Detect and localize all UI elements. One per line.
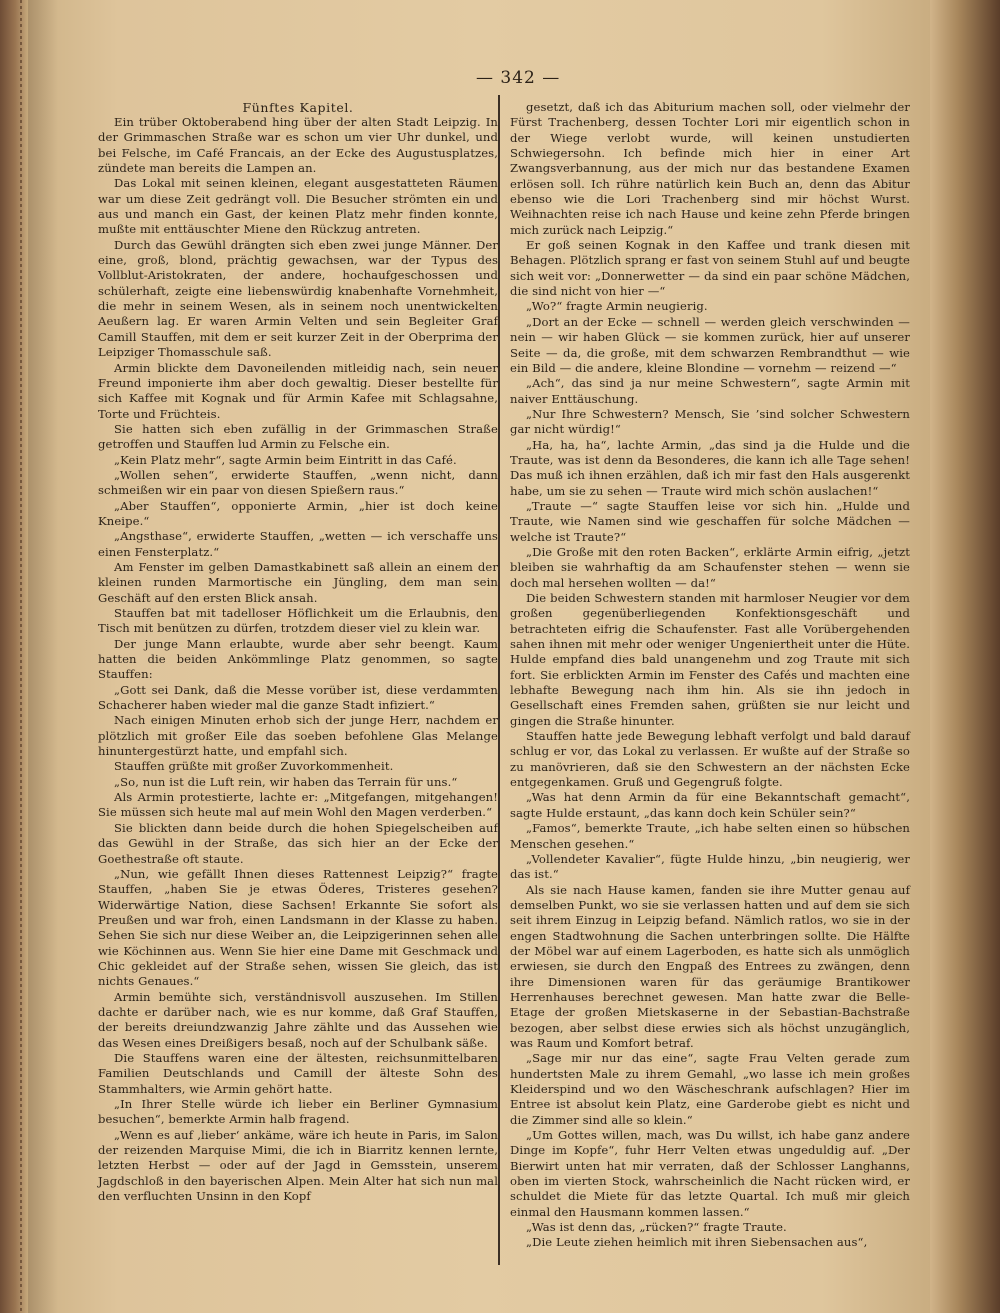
- paragraph: Armin blickte dem Davoneilenden mitleidig nach, sein neuer Freund imponierte ihm aber doch gewaltig. Dieser bestellte für sich Kaffee mit Kognak und für Armin Kafee mit Schlagsahne, Torte und Früchteis.: [98, 360, 498, 421]
- paragraph: „Wenn es auf ‚lieber‘ ankäme, wäre ich heute in Paris, im Salon der reizenden Marquise Mimi, die ich in Biarritz kennen lernte, letzten Herbst — oder auf der Jagd in Gemsstein, unserem Jagdschloß in den bayerischen Alpen. Mein Alter hat sich nun mal den verfluchten Unsinn in den Kopf: [98, 1127, 498, 1204]
- chapter-heading: Fünftes Kapitel.: [242, 100, 354, 115]
- paragraph: Die Stauffens waren eine der ältesten, reichsunmittelbaren Familien Deutschlands und Camill der älteste Sohn des Stammhalters, wie Armin gehört hatte.: [98, 1050, 498, 1096]
- paragraph: „Ach“, das sind ja nur meine Schwestern“, sagte Armin mit naiver Enttäuschung.: [510, 376, 910, 406]
- page-stack-edge: [930, 0, 1000, 1313]
- paragraph: Nach einigen Minuten erhob sich der junge Herr, nachdem er plötzlich mit großer Eile das soeben befohlene Glas Melange hinuntergestürzt hatte, und empfahl sich.: [98, 713, 498, 759]
- paragraph: „Angsthase“, erwiderte Stauffen, „wetten — ich verschaffe uns einen Fensterplatz.“: [98, 529, 498, 559]
- paragraph: „In Ihrer Stelle würde ich lieber ein Berliner Gymnasium besuchen“, bemerkte Armin halb fragend.: [98, 1097, 498, 1127]
- paragraph: „Wo?“ fragte Armin neugierig.: [526, 299, 708, 314]
- paragraph: „Aber Stauffen“, opponierte Armin, „hier ist doch keine Kneipe.“: [98, 498, 498, 528]
- paragraph: Am Fenster im gelben Damastkabinett saß allein an einem der kleinen runden Marmortische ein Jüngling, dem man sein Geschäft auf den ersten Blick ansah.: [98, 559, 498, 605]
- paragraph: „Nun, wie gefällt Ihnen dieses Rattennest Leipzig?“ fragte Stauffen, „haben Sie je etwas Öderes, Tristeres gesehen? Widerwärtige Nation, diese Sachsen! Erkannte Sie sofort als Preußen und war froh, einen Landsmann in der Klasse zu haben. Sehen Sie sich nur diese Weiber an, die Leipzigerinnen sehen alle wie Köchinnen aus. Wenn Sie hier eine Dame mit Geschmack und Chic gekleidet auf der Straße sehen, wissen Sie gleich, das ist nichts Genaues.“: [98, 866, 498, 989]
- gutter-shadow: [28, 0, 58, 1313]
- paragraph: „Wollen sehen“, erwiderte Stauffen, „wenn nicht, dann schmeißen wir ein paar von diesen Spießern raus.“: [98, 467, 498, 498]
- paragraph: Stauffen hatte jede Bewegung lebhaft verfolgt und bald darauf schlug er vor, das Lokal zu verlassen. Er wußte auf der Straße so zu manövrieren, daß sie den Schwestern an der nächsten Ecke entgegenkamen. Gruß und Gegengruß folgte.: [510, 729, 910, 790]
- paragraph: Armin bemühte sich, verständnisvoll auszusehen. Im Stillen dachte er darüber nach, wie es nur komme, daß Graf Stauffen, der bereits dreiundzwanzig Jahre zählte und das Aussehen wie das Wesen eines Dreißigers besaß, noch auf der Schulbank säße.: [98, 989, 498, 1050]
- paragraph: „Sage mir nur das eine“, sagte Frau Velten gerade zum hundertsten Male zu ihrem Gemahl, „wo lasse ich mein großes Kleiderspind und wo den Wäscheschrank aufschlagen? Hier im Entree ist absolut kein Platz, eine Garderobe giebt es nicht und die Zimmer sind alle so klein.“: [510, 1051, 910, 1127]
- paragraph: „Dort an der Ecke — schnell — werden gleich verschwinden — nein — wir haben Glück — sie kommen zurück, hier auf unserer Seite — da, die große, mit dem schwarzen Rembrandthut — wie ein Bild — die andere, kleine Blondine — vornehm — reizend —“: [510, 314, 910, 375]
- paragraph: „Ha, ha, ha“, lachte Armin, „das sind ja die Hulde und die Traute, was ist denn da Besonderes, die kann ich alle Tage sehen! Das muß ich ihnen erzählen, daß ich mir fast den Hals ausgerenkt habe, um sie zu sehen — Traute wird mich schön auslachen!“: [510, 437, 910, 498]
- paragraph: gesetzt, daß ich das Abiturium machen soll, oder vielmehr der Fürst Trachenberg, dessen Tochter Lori mir eigentlich schon in der Wiege verlobt wurde, will keinen unstudierten Schwiegersohn. Ich befinde mich hier in einer Art Zwangsverbannung, aus der mich nur das bestandene Examen erlösen soll. Ich rühre natürlich kein Buch an, denn das Abitur ebenso wie die Lori Trachenberg sind mir höchst Wurst. Weihnachten reise ich nach Hause und keine zehn Pferde bringen mich zurück nach Leipzig.“: [510, 100, 910, 237]
- paragraph: „Um Gottes willen, mach, was Du willst, ich habe ganz andere Dinge im Kopfe“, fuhr Herr Velten etwas ungeduldig auf. „Der Bierwirt unten hat mir verraten, daß der Schlosser Langhanns, oben im vierten Stock, wahrscheinlich die Nacht rücken wird, er schuldet die Miete für das letzte Quartal. Ich muß mir gleich einmal den Hausmann kommen lassen.“: [510, 1128, 910, 1219]
- paragraph: „Vollendeter Kavalier“, fügte Hulde hinzu, „bin neugierig, wer das ist.“: [510, 851, 910, 882]
- paragraph: Stauffen bat mit tadelloser Höflichkeit um die Erlaubnis, den Tisch mit benützen zu dürfen, trotzdem dieser viel zu klein war.: [98, 606, 498, 636]
- paragraph: Stauffen grüßte mit großer Zuvorkommenheit.: [114, 759, 394, 774]
- paragraph: Als Armin protestierte, lachte er: „Mitgefangen, mitgehangen! Sie müssen sich heute mal auf mein Wohl den Magen verderben.“: [98, 790, 498, 820]
- paragraph: Als sie nach Hause kamen, fanden sie ihre Mutter genau auf demselben Punkt, wo sie sie verlassen hatten und auf dem sie sich seit ihrem Einzug in Leipzig befand. Nämlich ratlos, wo sie in der engen Stadtwohnung die Sachen unterbringen sollte. Die Hälfte der Möbel war auf einem Lagerboden, es hatte sich als unmöglich erwiesen, sie durch den Engpaß des Entrees zu zwängen, denn ihre Dimensionen waren für das geräumige Brantikower Herrenhauses berechnet gewesen. Man hatte zwar die Belle-Etage der großen Mietskaserne in der Sebastian-Bachstraße bezogen, aber selbst diese erwies sich als höchst unzugänglich, was Raum und Komfort betraf.: [510, 882, 910, 1050]
- right-text-column: [510, 100, 910, 1251]
- paragraph: Ein trüber Oktoberabend hing über der alten Stadt Leipzig. In der Grimmaschen Straße war es schon um vier Uhr dunkel, und bei Felsche, im Café Francais, an der Ecke des Augustusplatzes, zündete man bereits die Lampen an.: [98, 115, 498, 176]
- paragraph: Die beiden Schwestern standen mit harmloser Neugier vor dem großen gegenüberliegenden Konfektionsgeschäft und betrachteten eifrig die Schaufenster. Fast alle Vorübergehenden sahen ihnen mit mehr oder weniger Ungeniertheit unter die Hüte. Hulde empfand dies bald unangenehm und zog Traute mit sich fort. Sie erblickten Armin im Fenster des Cafés und machten eine lebhafte Bewegung nach ihm hin. Als sie ihn jedoch in Gesellschaft eines Fremden sahen, grüßten sie nur leicht und gingen die Straße hinunter.: [510, 591, 910, 728]
- paragraph: „Die Große mit den roten Backen“, erklärte Armin eifrig, „jetzt bleiben sie wahrhaftig da am Schaufenster stehen — wenn sie doch mal hersehen wollten — da!“: [510, 544, 910, 590]
- paragraph: Durch das Gewühl drängten sich eben zwei junge Männer. Der eine, groß, blond, prächtig gewachsen, war der Typus des Vollblut-Aristokraten, der andere, hochaufgeschossen und schülerhaft, zeigte eine liebenswürdig knabenhafte Vornehmheit, die mehr in seinem Wesen, als in seinem noch unentwickelten Aeußern lag. Er waren Armin Velten und sein Begleiter Graf Camill Stauffen, mit dem er seit kurzer Zeit in der Oberprima der Leipziger Thomasschule saß.: [98, 237, 498, 360]
- paragraph: Sie hatten sich eben zufällig in der Grimmaschen Straße getroffen und Stauffen lud Armin zu Felsche ein.: [98, 421, 498, 452]
- paragraph: Das Lokal mit seinen kleinen, elegant ausgestatteten Räumen war um diese Zeit gedrängt voll. Die Besucher strömten ein und aus und manch ein Gast, der keinen Platz mehr finden konnte, mußte mit enttäuschter Miene den Rückzug antreten.: [98, 176, 498, 237]
- paragraph: „Die Leute ziehen heimlich mit ihren Siebensachen aus“,: [526, 1235, 868, 1250]
- column-divider: [498, 95, 500, 1265]
- paragraph: „Was hat denn Armin da für eine Bekanntschaft gemacht“, sagte Hulde erstaunt, „das kann doch kein Schüler sein?“: [510, 790, 910, 820]
- paragraph: „Was ist denn das, „rücken?“ fragte Traute.: [526, 1220, 787, 1235]
- book-spine-edge: [0, 0, 28, 1313]
- paragraph: Sie blickten dann beide durch die hohen Spiegelscheiben auf das Gewühl in der Straße, das sich hier an der Ecke der Goethestraße oft staute.: [98, 820, 498, 866]
- left-text-column: [98, 100, 498, 1204]
- paragraph: Der junge Mann erlaubte, wurde aber sehr beengt. Kaum hatten die beiden Ankömmlinge Platz genommen, so sagte Stauffen:: [98, 636, 498, 682]
- paragraph: „So, nun ist die Luft rein, wir haben das Terrain für uns.“: [114, 774, 458, 789]
- paragraph: „Gott sei Dank, daß die Messe vorüber ist, diese verdammten Schacherer haben wieder mal die ganze Stadt infiziert.“: [98, 682, 498, 713]
- page-number: — 342 —: [476, 68, 561, 88]
- paragraph: Er goß seinen Kognak in den Kaffee und trank diesen mit Behagen. Plötzlich sprang er fast von seinem Stuhl auf und beugte sich weit vor: „Donnerwetter — da sind ein paar schöne Mädchen, die sind nicht von hier —“: [510, 238, 910, 299]
- paragraph: „Nur Ihre Schwestern? Mensch, Sie ’sind solcher Schwestern gar nicht würdig!“: [510, 406, 910, 437]
- book-page: [28, 0, 930, 1313]
- paragraph: „Traute —“ sagte Stauffen leise vor sich hin. „Hulde und Traute, wie Namen sind wie geschaffen für solche Mädchen — welche ist Traute?“: [510, 498, 910, 544]
- paragraph: „Kein Platz mehr“, sagte Armin beim Eintritt in das Café.: [114, 452, 457, 467]
- paragraph: „Famos“, bemerkte Traute, „ich habe selten einen so hübschen Menschen gesehen.“: [510, 821, 910, 851]
